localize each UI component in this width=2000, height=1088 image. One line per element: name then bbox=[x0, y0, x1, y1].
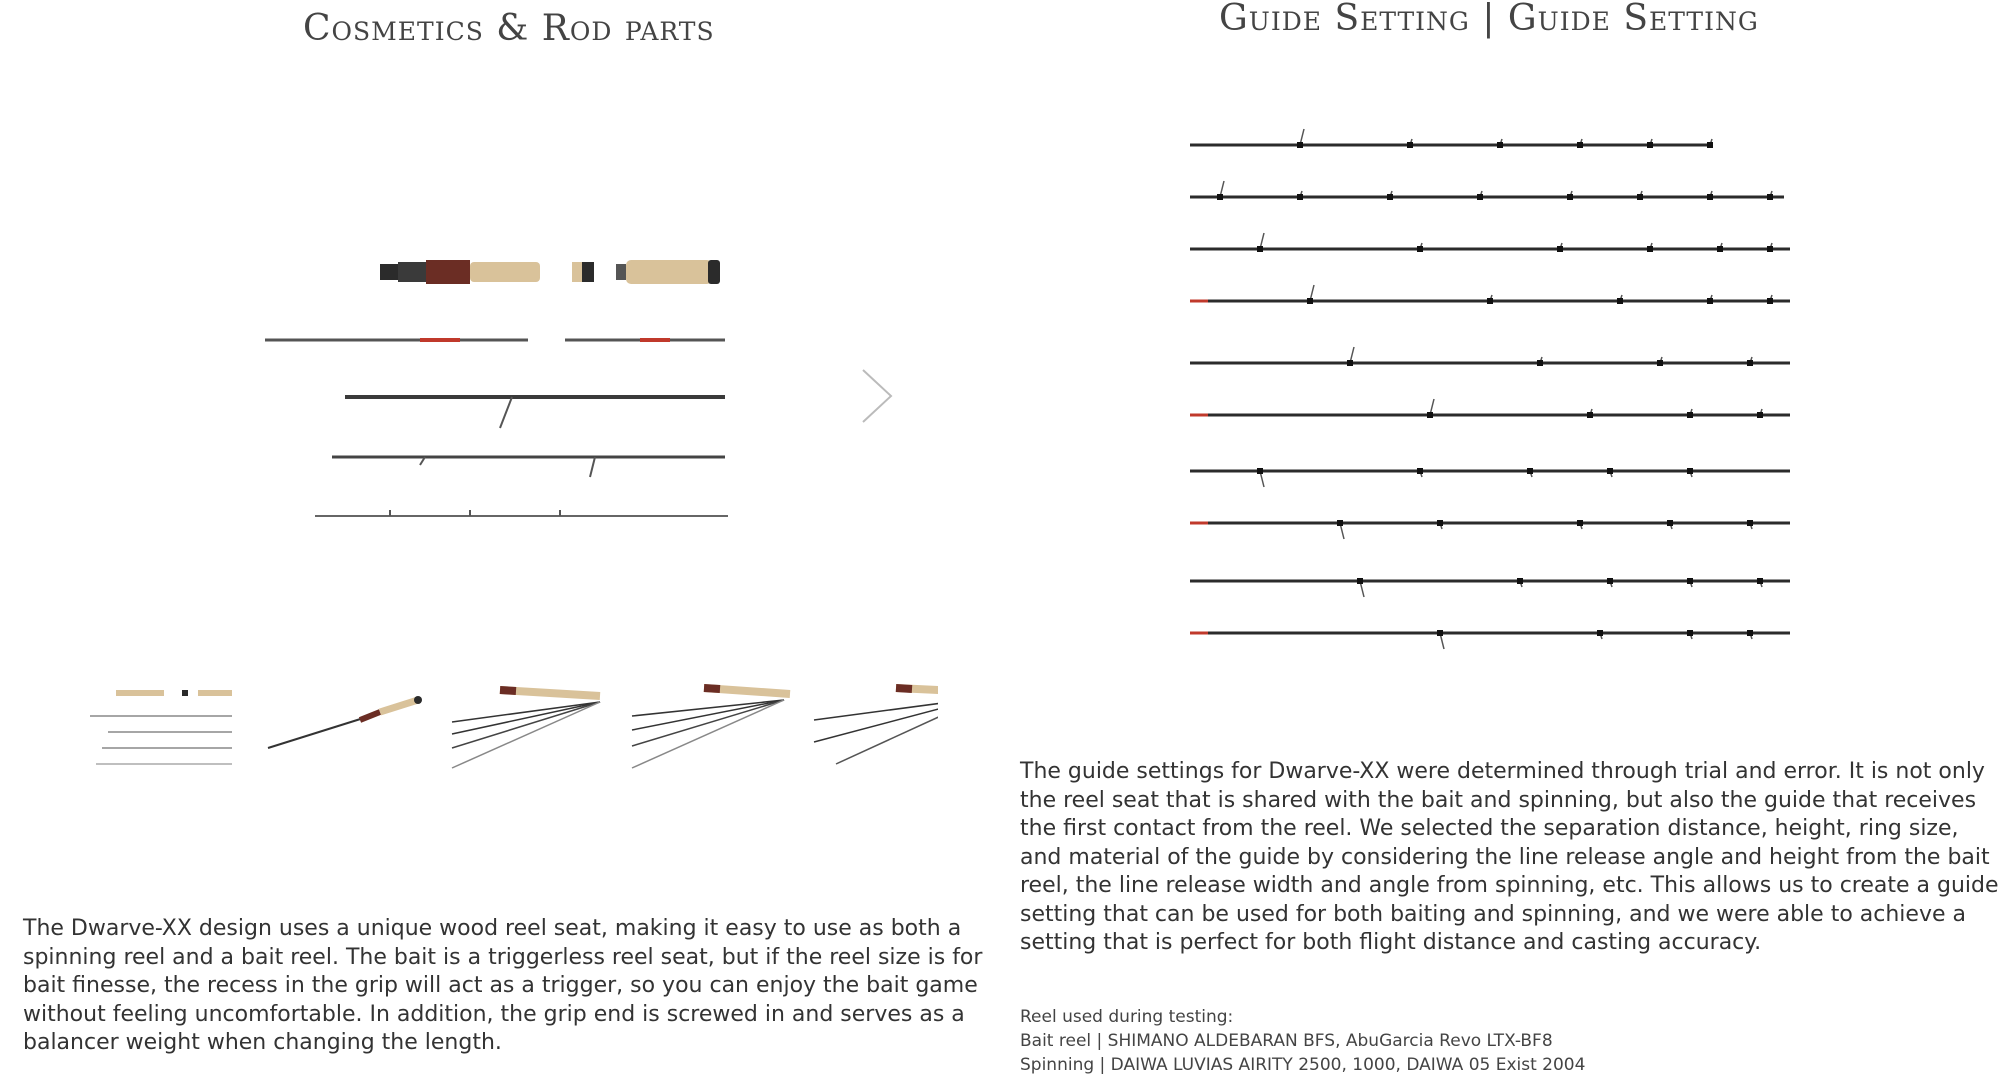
guide-rod bbox=[1190, 520, 1790, 539]
thumbnail[interactable] bbox=[260, 668, 434, 778]
thumbnail[interactable] bbox=[442, 668, 616, 778]
guide-setting-description: The guide settings for Dwarve-XX were determined through trial and error. It is not only the reel seat that is shared with the bait and spinning, but also the guide that receives the first contact from the reel. We selected the separation distance, height, ring size, and material of the guide by considering the line release angle and height from the bait reel, the line release width and angle from spinning, etc. This allows us to create a guide setting that can be used for both baiting and spinning, and we were able to achieve a setting that is perfect for both flight distance and casting accuracy. bbox=[1020, 759, 1999, 955]
thumbnail-strip bbox=[78, 668, 938, 778]
guide-rod bbox=[1190, 285, 1790, 304]
grip-spacer bbox=[572, 262, 594, 282]
reel-info-bait: Bait reel | SHIMANO ALDEBARAN BFS, AbuGarcia Revo LTX-BF8 bbox=[1020, 1031, 1553, 1051]
guide-rod bbox=[1190, 129, 1713, 148]
cosmetics-description: The Dwarve-XX design uses a unique wood reel seat, making it easy to use as both a spinning reel and a bait reel. The bait is a triggerless reel seat, but if the reel size is for bait finesse, the recess in the grip will act as a trigger, so you can enjoy the bait game without feeling uncomfortable. In addition, the grip end is screwed in and serves as a balancer weight when changing the length. bbox=[23, 916, 983, 1055]
gallery-main-image bbox=[220, 180, 840, 560]
guide-rod-diagram bbox=[1190, 125, 1830, 670]
reel-info bbox=[1020, 1005, 1585, 1077]
guide-rod bbox=[1190, 578, 1790, 597]
grip-section bbox=[380, 260, 540, 284]
thumbnail[interactable] bbox=[78, 668, 252, 778]
rod-blank-4 bbox=[332, 457, 725, 477]
guide-rod bbox=[1190, 468, 1790, 487]
thumbnail[interactable] bbox=[806, 668, 938, 778]
guide-rod bbox=[1190, 233, 1790, 252]
rod-blank-5 bbox=[315, 510, 728, 516]
guide-rod bbox=[1190, 399, 1790, 418]
cosmetics-heading: Cosmetics & Rod parts bbox=[303, 8, 715, 49]
guide-rod bbox=[1190, 181, 1784, 200]
guide-rod bbox=[1190, 630, 1790, 649]
rod-blank-3 bbox=[345, 397, 725, 428]
thumbnail[interactable] bbox=[624, 668, 798, 778]
reel-info-spinning: Spinning | DAIWA LUVIAS AIRITY 2500, 1000, DAIWA 05 Exist 2004 bbox=[1020, 1055, 1586, 1075]
rod-parts-image bbox=[220, 180, 840, 560]
reel-info-title: Reel used during testing: bbox=[1020, 1007, 1234, 1027]
chevron-right-icon[interactable] bbox=[857, 366, 897, 426]
guide-rod bbox=[1190, 347, 1790, 366]
guide-setting-diagram bbox=[1190, 125, 1830, 670]
grip-end bbox=[616, 260, 720, 284]
guide-setting-heading: Guide Setting | Guide Setting bbox=[1219, 0, 1759, 39]
